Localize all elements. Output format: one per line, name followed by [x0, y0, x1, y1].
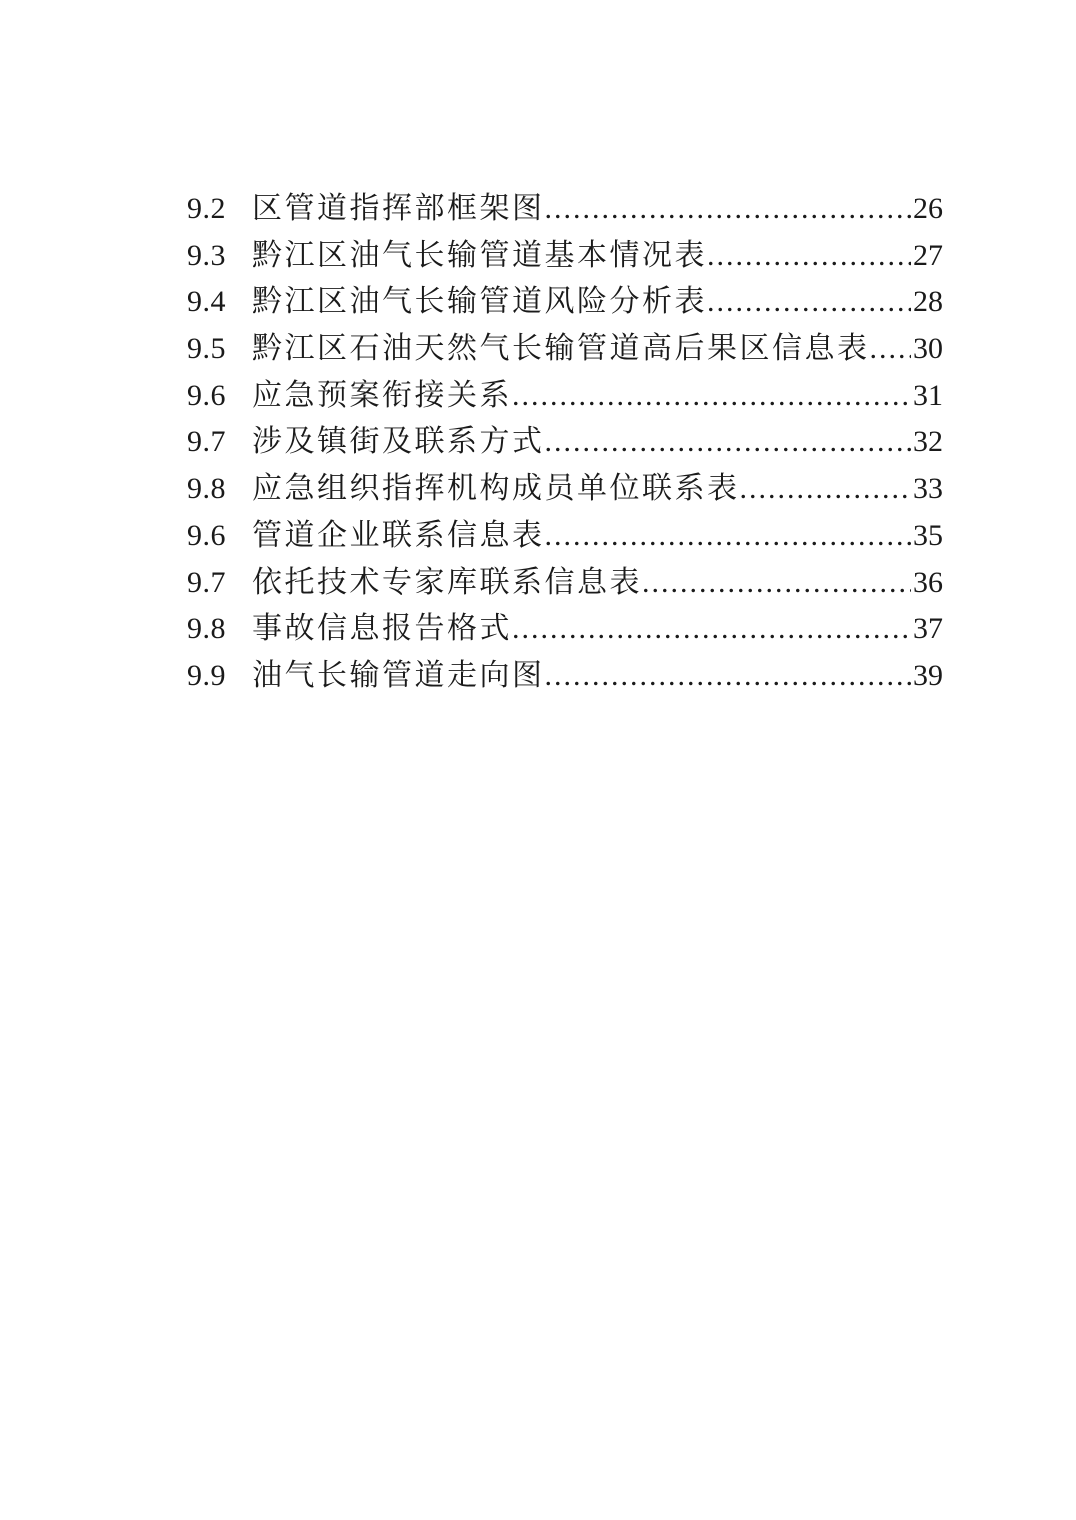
toc-entry[interactable] — [187, 653, 943, 700]
toc-entry-number: 9.2 — [187, 192, 226, 225]
toc-entry-page: 32 — [913, 425, 943, 459]
toc-entry-number: 9.7 — [187, 565, 226, 599]
toc-leader-dots — [545, 186, 912, 233]
toc-entry[interactable] — [187, 186, 943, 233]
toc-entry-number: 9.9 — [187, 658, 226, 692]
toc-entry-number: 9.3 — [187, 238, 226, 272]
toc-entry-title: 黔江区油气长输管道基本情况表 — [252, 238, 707, 272]
toc-entry-title: 区管道指挥部框架图 — [252, 192, 545, 225]
toc-entry-title: 油气长输管道走向图 — [252, 658, 545, 692]
toc-entry[interactable] — [187, 373, 943, 420]
toc-entry-page: 39 — [913, 658, 943, 692]
toc-leader-dots — [512, 373, 911, 420]
toc-leader-dots — [545, 653, 912, 700]
toc-leader-dots — [545, 419, 912, 466]
toc-leader-dots — [707, 233, 911, 280]
toc-entry[interactable] — [187, 513, 943, 560]
toc-entry-page: 26 — [913, 192, 943, 225]
toc-entry-title: 应急预案衔接关系 — [252, 378, 512, 412]
toc-entry-number: 9.8 — [187, 472, 226, 506]
toc-entry-number: 9.5 — [187, 332, 226, 366]
toc-leader-dots — [545, 513, 912, 560]
toc-leader-dots — [870, 326, 912, 373]
toc-entry-title: 事故信息报告格式 — [252, 612, 512, 646]
toc-entry[interactable] — [187, 560, 943, 607]
toc-entry-title: 管道企业联系信息表 — [252, 518, 545, 552]
toc-entry-number: 9.6 — [187, 518, 226, 552]
toc-entry-page: 30 — [913, 332, 943, 366]
toc-entry-number: 9.8 — [187, 612, 226, 646]
toc-entry-page: 37 — [913, 612, 943, 646]
toc-entry-title: 黔江区石油天然气长输管道高后果区信息表 — [252, 332, 870, 366]
toc-entry[interactable] — [187, 606, 943, 653]
toc-entry-page: 27 — [913, 238, 943, 272]
toc-entry-number: 9.6 — [187, 378, 226, 412]
toc-entry-number: 9.7 — [187, 425, 226, 459]
toc-leader-dots — [707, 279, 911, 326]
toc-entry-page: 36 — [913, 565, 943, 599]
toc-entry-page: 31 — [913, 378, 943, 412]
toc-entry-page: 28 — [913, 285, 943, 319]
toc-leader-dots — [740, 466, 912, 513]
toc-entry[interactable] — [187, 279, 943, 326]
toc-entry-page: 35 — [913, 518, 943, 552]
toc-entry-title: 涉及镇街及联系方式 — [252, 425, 545, 459]
toc-entry-title: 应急组织指挥机构成员单位联系表 — [252, 472, 740, 506]
toc-entry[interactable] — [187, 419, 943, 466]
toc-list — [187, 186, 943, 700]
toc-entry-number: 9.4 — [187, 285, 226, 319]
toc-leader-dots — [512, 606, 911, 653]
toc-entry[interactable] — [187, 326, 943, 373]
toc-entry-title: 依托技术专家库联系信息表 — [252, 565, 642, 599]
toc-entry-title: 黔江区油气长输管道风险分析表 — [252, 285, 707, 319]
toc-entry-page: 33 — [913, 472, 943, 506]
toc-entry[interactable] — [187, 233, 943, 280]
toc-leader-dots — [642, 560, 911, 607]
toc-entry[interactable] — [187, 466, 943, 513]
